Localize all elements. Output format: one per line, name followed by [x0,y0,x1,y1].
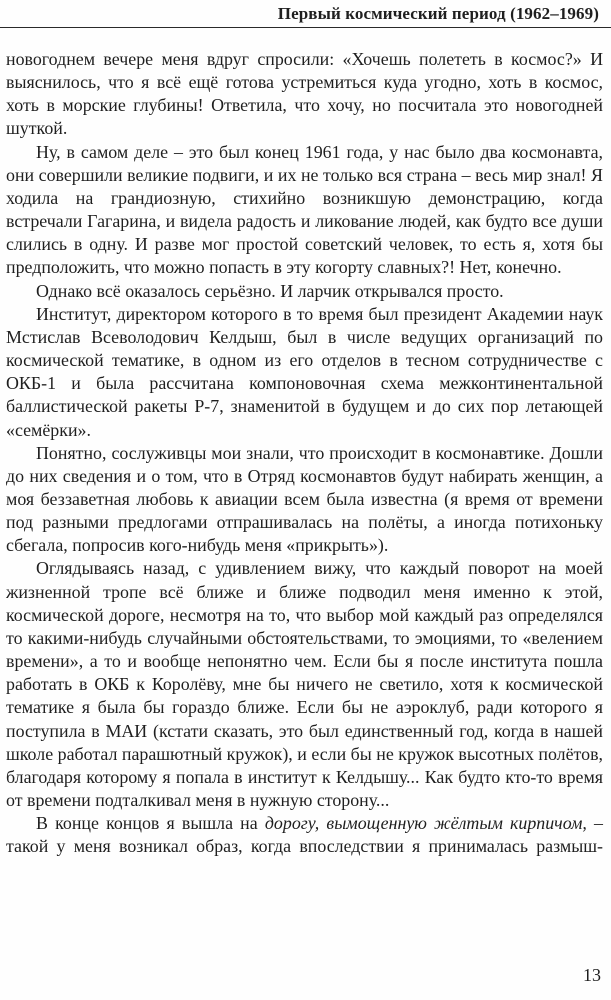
paragraph-6: Оглядываясь назад, с удивлением вижу, что каждый поворот на моей жизненной тропе всё ближе и ближе подводил меня именно к этой, космической дороге, несмотря на то, что выбор мой каждый раз определялся то какими-нибудь случайными обстоятельствами, то эмоциями, то «велением времени», а то и вообще непонятно чем. Если бы я после института пошла работать в ОКБ к Королёву, мне бы ничего не светило, хотя к космической тематике я была бы гораздо ближе. Если бы не аэроклуб, ради которого я поступила в МАИ (кстати сказать, это был единственный год, когда в нашей школе работал парашютный кружок), и если бы не кружок высотных полётов, благодаря которому я попала в институт к Келдышу... Как будто кто-то время от времени подталкивал меня в нужную сторону... [6,558,603,810]
paragraph-7 [6,812,603,858]
page-body [6,48,603,858]
paragraph-3: Однако всё оказалось серьёзно. И ларчик открывался просто. [36,280,504,301]
page-number: 13 [583,965,601,985]
running-header [0,0,611,32]
paragraph-7-start: В конце концов я вышла на [36,813,265,834]
paragraph-4: Институт, директором которого в то время был президент Академии наук Мстислав Всеволодович Келдыш, был в числе ведущих организаций по космической тематике, в одном из его отделов в тесном сотрудничестве с ОКБ-1 и была рассчитана компоновочная схема межконтинентальной баллистической ракеты Р-7, знаменитой в будущем и до сих пор летающей «семёрки». [6,303,603,440]
running-header-title: Первый космический период (1962–1969) [277,4,599,23]
paragraph-2: Ну, в самом деле – это был конец 1961 года, у нас было два космонавта, они совершили великие подвиги, и их не только вся страна – весь мир знал! Я ходила на грандиозную, стихийно возникшую демонстрацию, когда встречали Гагарина, и видела радость и ликование людей, как будто все души слились в одну. И разве мог простой советский человек, то есть я, хотя бы предположить, что можно попасть в эту когорту славных?! Нет, конечно. [6,141,603,278]
paragraph-5: Понятно, сослуживцы мои знали, что происходит в космонавтике. Дошли до них сведения и о том, что в Отряд космонавтов будут набирать женщин, а моя беззаветная любовь к авиации всем была известна (я время от времени под разными предлогами отпрашивалась на полёты, а иногда потихоньку сбегала, попросив кого-нибудь меня «прикрыть»). [6,442,603,556]
paragraph-7-end: – такой у меня возникал образ, когда впоследствии я принималась размыш- [6,813,604,857]
paragraph-1: новогоднем вечере меня вдруг спросили: «Хочешь полететь в космос?» И выяснилось, что я всё ещё готова устремиться куда угодно, хоть в космос, хоть в морские глубины! Ответила, что хочу, но посчитала это новогодней шуткой. [6,49,603,139]
header-rule [0,27,611,28]
paragraph-7-italic-phrase: дорогу, вымощенную жёлтым кирпичом, [264,813,587,834]
